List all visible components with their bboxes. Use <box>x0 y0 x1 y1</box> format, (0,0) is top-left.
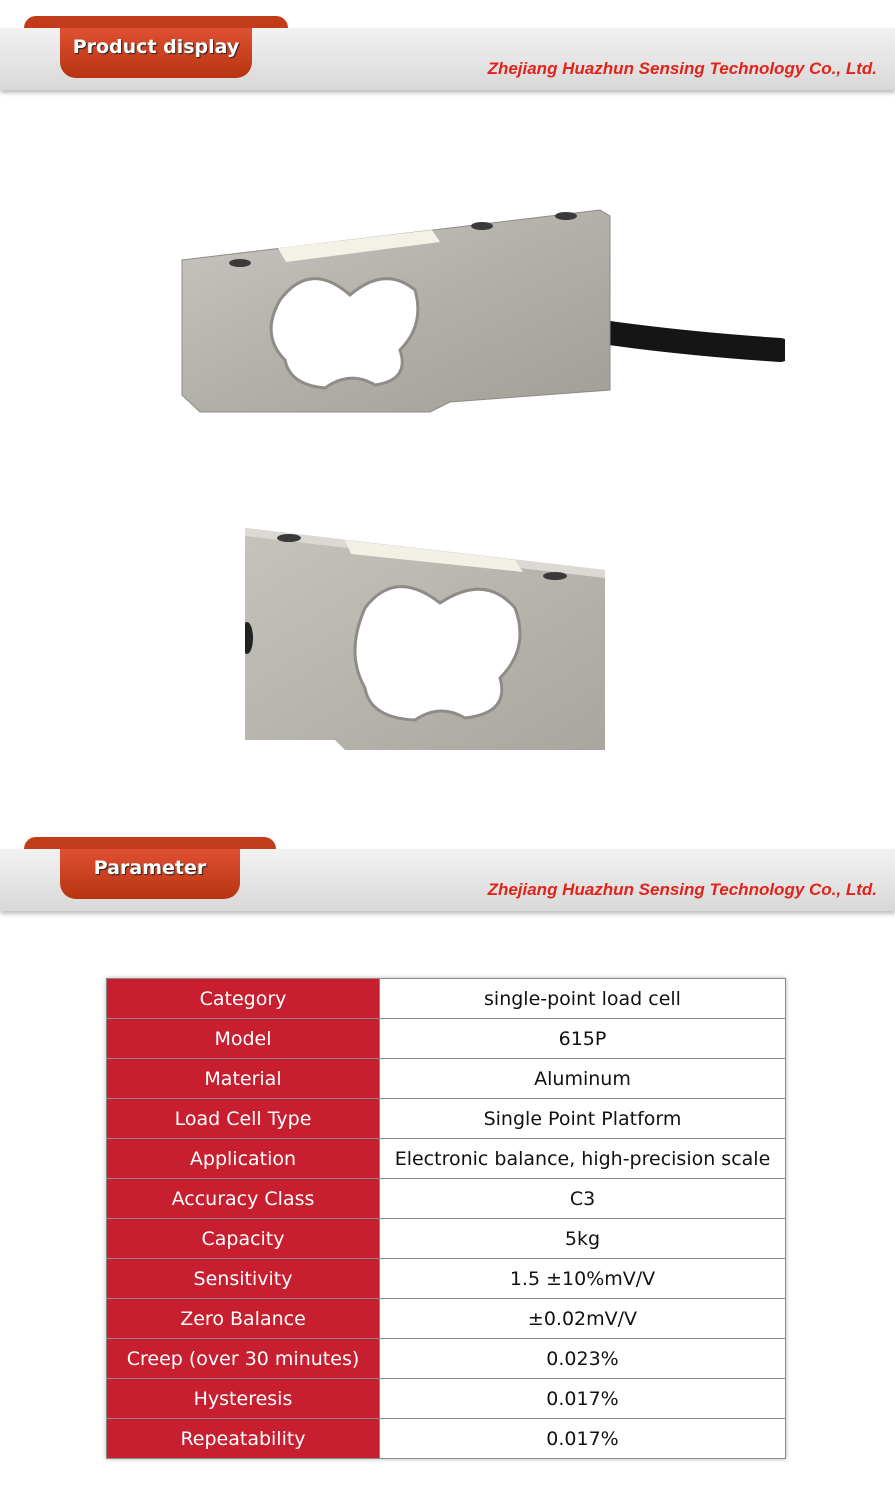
parameter-table <box>106 978 786 1459</box>
param-key: Creep (over 30 minutes) <box>107 1339 380 1379</box>
section-tab <box>60 837 240 899</box>
param-key: Category <box>107 979 380 1019</box>
product-photo-1 <box>110 150 785 485</box>
table-row <box>107 1139 786 1179</box>
param-value: 0.017% <box>380 1379 786 1419</box>
param-key: Model <box>107 1019 380 1059</box>
company-name: Zhejiang Huazhun Sensing Technology Co., Ltd. <box>487 880 877 899</box>
table-row <box>107 1299 786 1339</box>
product-photo-2 <box>245 528 605 750</box>
table-row <box>107 1259 786 1299</box>
param-value: Aluminum <box>380 1059 786 1099</box>
param-key: Application <box>107 1139 380 1179</box>
param-value: 0.023% <box>380 1339 786 1379</box>
table-row <box>107 1339 786 1379</box>
param-key: Material <box>107 1059 380 1099</box>
section-tab <box>60 16 252 78</box>
param-key: Repeatability <box>107 1419 380 1459</box>
param-key: Hysteresis <box>107 1379 380 1419</box>
param-value: 615P <box>380 1019 786 1059</box>
company-name: Zhejiang Huazhun Sensing Technology Co., Ltd. <box>487 59 877 78</box>
param-key: Accuracy Class <box>107 1179 380 1219</box>
param-value: 1.5 ±10%mV/V <box>380 1259 786 1299</box>
section-header-parameter <box>0 849 895 911</box>
param-value: single-point load cell <box>380 979 786 1019</box>
table-row <box>107 1179 786 1219</box>
table-row <box>107 1019 786 1059</box>
table-row <box>107 979 786 1019</box>
section-header-product-display <box>0 28 895 90</box>
table-row <box>107 1059 786 1099</box>
section-title: Parameter <box>93 857 207 879</box>
table-row <box>107 1419 786 1459</box>
param-value: 5kg <box>380 1219 786 1259</box>
table-row <box>107 1099 786 1139</box>
table-row <box>107 1379 786 1419</box>
param-value: ±0.02mV/V <box>380 1299 786 1339</box>
param-key: Sensitivity <box>107 1259 380 1299</box>
param-value: Single Point Platform <box>380 1099 786 1139</box>
param-key: Zero Balance <box>107 1299 380 1339</box>
param-value: Electronic balance, high-precision scale <box>380 1139 786 1179</box>
param-value: C3 <box>380 1179 786 1219</box>
table-row <box>107 1219 786 1259</box>
section-title: Product display <box>72 36 240 58</box>
param-value: 0.017% <box>380 1419 786 1459</box>
param-key: Load Cell Type <box>107 1099 380 1139</box>
param-key: Capacity <box>107 1219 380 1259</box>
